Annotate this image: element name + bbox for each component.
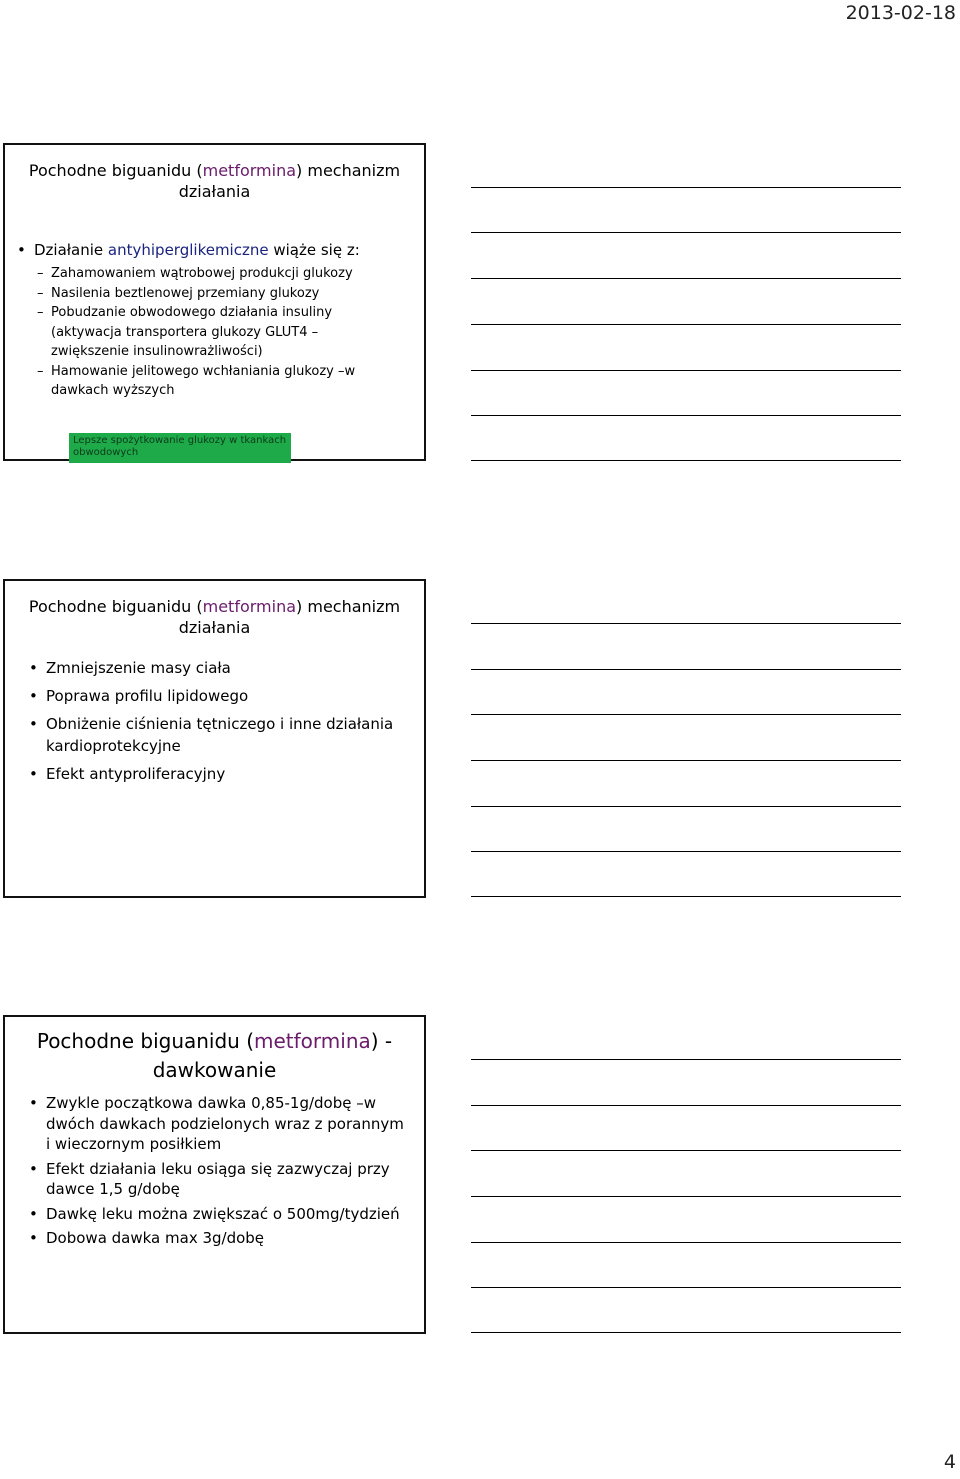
title-text: ) mechanizm [296, 161, 401, 180]
bullet-text: Zwykle początkowa dawka 0,85-1g/dobę –w dwóch dawkach podzielonych wraz z porannym i wieczornym posiłkiem [46, 1094, 404, 1153]
title-text: Pochodne biguanidu ( [28, 161, 203, 180]
title-text: ) - [370, 1029, 393, 1053]
bullet-dot-icon: • [29, 1159, 38, 1178]
note-line [471, 1332, 901, 1333]
title-highlight: metformina [202, 597, 297, 616]
note-line [471, 1196, 901, 1197]
bullet-item [29, 685, 404, 707]
title-highlight: metformina [202, 161, 297, 180]
dash-icon: – [37, 305, 44, 320]
note-line [471, 714, 901, 715]
title-text: Pochodne biguanidu ( [28, 597, 203, 616]
title-line2: dawkowanie [152, 1058, 277, 1082]
bullet-item [29, 1228, 404, 1249]
sub-item [37, 264, 377, 284]
note-line [471, 760, 901, 761]
note-line [471, 278, 901, 279]
bullet-item [17, 240, 417, 260]
note-line [471, 1105, 901, 1106]
bullet-dot-icon: • [17, 241, 26, 259]
bullet-item [29, 763, 404, 785]
bullet-text: Zmniejszenie masy ciała [46, 659, 231, 677]
bullet-dot-icon: • [29, 1229, 38, 1247]
note-line [471, 460, 901, 461]
slide-3-bullets [29, 1093, 404, 1249]
sub-item-text: Pobudzanie obwodowego działania insuliny (aktywacja transportera glukozy GLUT4 – zwiększenie insulinowrażliwości) [51, 305, 333, 359]
slide-1-subitems [37, 264, 377, 401]
bullet-item [29, 1159, 404, 1200]
note-line [471, 324, 901, 325]
page-date: 2013-02-18 [845, 2, 956, 24]
bullet-text: Działanie [34, 241, 108, 259]
note-line [471, 1059, 901, 1060]
note-line [471, 851, 901, 852]
dash-icon: – [37, 266, 44, 281]
sub-item-text: Zahamowaniem wątrobowej produkcji glukozy [51, 266, 353, 281]
bullet-text: Dobowa dawka max 3g/dobę [46, 1229, 265, 1247]
bullet-text: Dawkę leku można zwiększać o 500mg/tydzień [46, 1204, 400, 1223]
title-text: ) mechanizm [296, 597, 401, 616]
bullet-dot-icon: • [29, 687, 38, 705]
slide-2-title [5, 597, 424, 639]
note-line [471, 1150, 901, 1151]
note-line [471, 623, 901, 624]
dash-icon: – [37, 363, 44, 379]
sub-item-text: Hamowanie jelitowego wchłaniania glukozy –w dawkach wyższych [51, 363, 356, 398]
page-number: 4 [943, 1451, 956, 1473]
bullet-item [29, 1093, 404, 1155]
note-line [471, 415, 901, 416]
title-highlight: metformina [254, 1029, 371, 1053]
bullet-dot-icon: • [29, 765, 38, 783]
bullet-text: Obniżenie ciśnienia tętniczego i inne działania kardioprotekcyjne [46, 715, 394, 755]
bullet-text: Poprawa profilu lipidowego [46, 687, 249, 705]
sub-item-text: Nasilenia beztlenowej przemiany glukozy [51, 285, 320, 301]
bullet-item [29, 657, 404, 679]
note-line [471, 1287, 901, 1288]
sub-item [37, 303, 377, 362]
note-line [471, 187, 901, 188]
slide-2-bullets [29, 657, 404, 785]
slide-1-title [5, 161, 424, 203]
title-line2: działania [178, 181, 251, 201]
slide-2 [3, 579, 426, 898]
bullet-text: Efekt antyproliferacyjny [46, 765, 226, 783]
note-line [471, 896, 901, 897]
sub-item [37, 362, 377, 401]
bullet-highlight: antyhiperglikemiczne [107, 241, 269, 259]
note-line [471, 1242, 901, 1243]
slide-3 [3, 1015, 426, 1334]
sub-item [37, 284, 377, 304]
bullet-item [29, 713, 404, 757]
slide-3-title [5, 1027, 424, 1085]
bullet-text: wiąże się z: [268, 241, 360, 259]
title-line2: działania [178, 617, 251, 637]
slide-1-bullets [17, 240, 417, 260]
note-line [471, 232, 901, 233]
bullet-dot-icon: • [29, 659, 38, 677]
note-line [471, 806, 901, 807]
bullet-text: Efekt działania leku osiąga się zazwyczaj przy dawce 1,5 g/dobę [46, 1159, 390, 1198]
title-text: Pochodne biguanidu ( [36, 1029, 255, 1053]
dash-icon: – [37, 285, 44, 301]
note-line [471, 370, 901, 371]
note-box: Lepsze spożytkowanie glukozy w tkankach obwodowych [69, 433, 291, 463]
note-line [471, 669, 901, 670]
slide-1 [3, 143, 426, 461]
bullet-dot-icon: • [29, 1094, 38, 1112]
bullet-item [29, 1204, 404, 1225]
bullet-dot-icon: • [29, 1204, 38, 1223]
bullet-dot-icon: • [29, 715, 38, 733]
